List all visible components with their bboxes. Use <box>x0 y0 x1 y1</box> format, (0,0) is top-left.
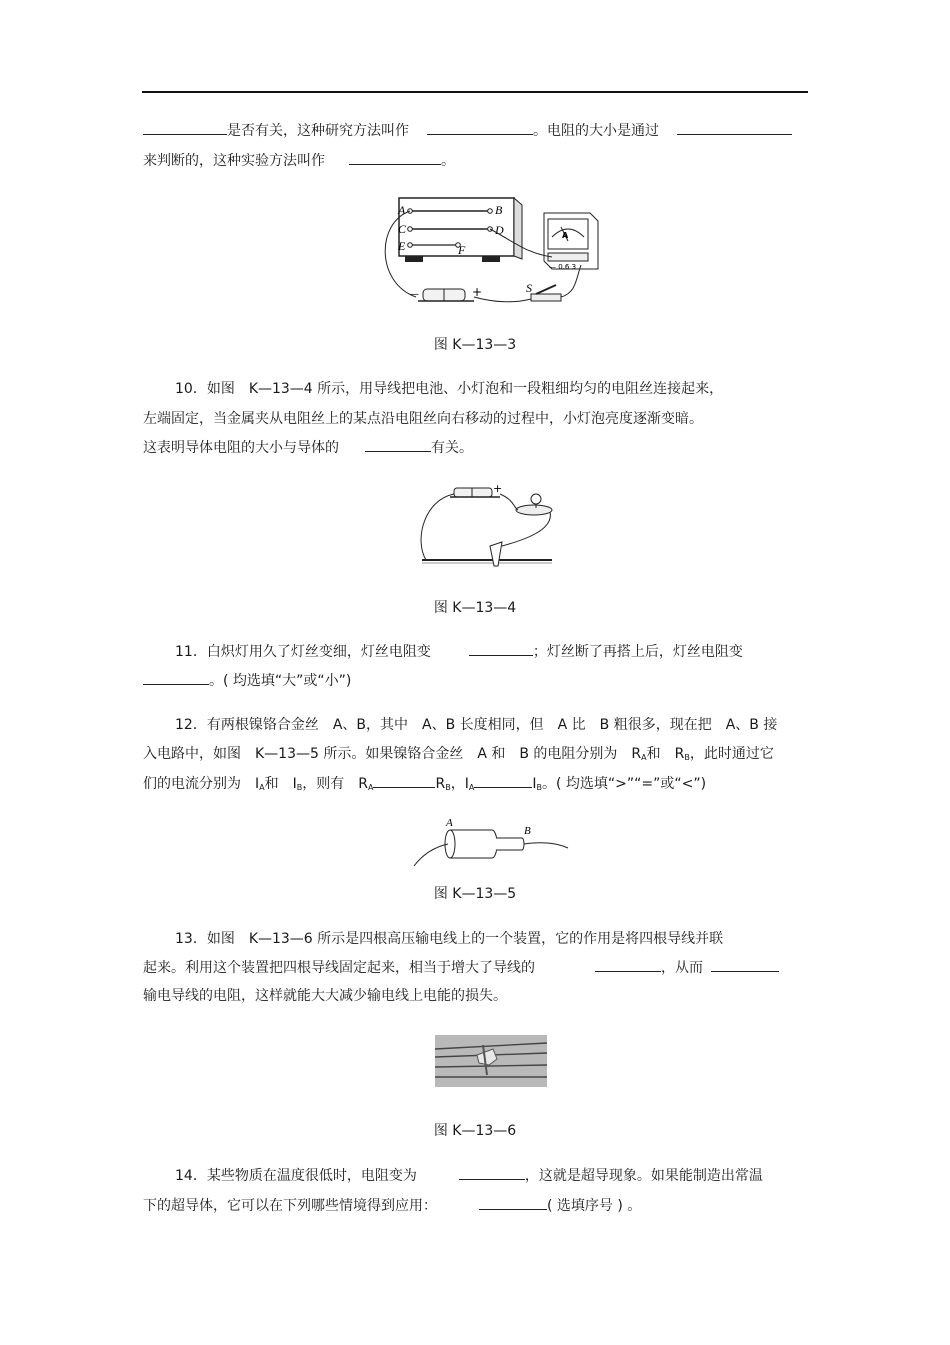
answer-blank[interactable] <box>474 773 532 788</box>
q10-line3: 这表明导体电阻的大小与导体的 有关。 <box>143 437 473 458</box>
answer-blank[interactable] <box>143 670 209 685</box>
header-rule <box>142 91 808 93</box>
ammeter-scale: — 0.6 3 <box>549 263 577 271</box>
answer-blank[interactable] <box>677 120 792 135</box>
figure-k13-3 <box>376 193 604 319</box>
battery-minus: — <box>409 289 419 300</box>
label-c: C <box>398 222 407 236</box>
figure-k13-6 <box>435 1035 547 1087</box>
switch-label: S <box>526 281 532 295</box>
label-b: B <box>495 203 503 217</box>
figure-k13-5 <box>410 814 572 870</box>
label-e: E <box>398 239 406 253</box>
answer-blank[interactable] <box>349 150 441 165</box>
figure-caption: 图 K—13—3 <box>433 337 517 353</box>
battery-plus: + <box>472 285 483 299</box>
label-f: F <box>458 243 466 257</box>
q11-line2: 。( 均选填“大”或“小”) <box>143 670 351 691</box>
figure-caption: 图 K—13—6 <box>433 1123 517 1139</box>
q12-line2: 入电路中，如图 K—13—5 所示。如果镍铬合金丝 A 和 B 的电阻分别为 $R_A$和 $R_B$，此时通过它 <box>143 746 774 762</box>
figure-k13-4 <box>414 480 560 568</box>
battery-plus: + <box>493 482 503 495</box>
answer-blank[interactable] <box>469 641 533 656</box>
q11-line1: 11．白炽灯用久了灯丝变细，灯丝电阻变 ；灯丝断了再搭上后，灯丝电阻变 <box>175 641 743 662</box>
answer-blank[interactable] <box>711 957 779 972</box>
answer-blank[interactable] <box>143 120 227 135</box>
q12-line3: 们的电流分别为 $I_A$和 $I_B$，则有 $R_A$ $R_B$，$I_A$ $I_B$。( 均选填“>”“=”或“<”) <box>143 773 706 798</box>
answer-blank[interactable] <box>427 120 533 135</box>
answer-blank[interactable] <box>595 957 661 972</box>
q9-line1: 是否有关，这种研究方法叫作 。电阻的大小是通过 <box>143 120 792 141</box>
q13-line3: 输电导线的电阻，这样就能大大减少输电线上电能的损失。 <box>143 988 507 1004</box>
figure-caption: 图 K—13—4 <box>433 600 517 616</box>
q10-line1: 10．如图 K—13—4 所示，用导线把电池、小灯泡和一段粗细均匀的电阻丝连接起来， <box>175 381 724 397</box>
q13-line2: 起来。利用这个装置把四根导线固定起来，相当于增大了导线的 ，从而 <box>143 957 779 978</box>
answer-blank[interactable] <box>373 773 435 788</box>
label-d: D <box>495 223 504 237</box>
q14-line1: 14．某些物质在温度很低时，电阻变为 ，这就是超导现象。如果能制造出常温 <box>175 1165 763 1186</box>
answer-blank[interactable] <box>459 1165 525 1180</box>
label-a: A <box>446 817 453 829</box>
answer-blank[interactable] <box>479 1195 547 1210</box>
label-b: B <box>524 825 531 837</box>
q13-line1: 13．如图 K—13—6 所示是四根高压输电线上的一个装置，它的作用是将四根导线并联 <box>175 931 724 947</box>
q14-line2: 下的超导体，它可以在下列哪些情境得到应用： ( 选填序号 ) 。 <box>143 1195 641 1216</box>
answer-blank[interactable] <box>365 437 431 452</box>
q10-line2: 左端固定，当金属夹从电阻丝上的某点沿电阻丝向右移动的过程中，小灯泡亮度逐渐变暗。 <box>143 411 703 427</box>
q9-line2: 来判断的，这种实验方法叫作 。 <box>143 150 455 171</box>
ammeter-label: A <box>562 231 569 240</box>
label-a: A <box>398 203 406 217</box>
figure-caption: 图 K—13—5 <box>433 886 517 902</box>
q12-line1: 12．有两根镍铬合金丝 A、B，其中 A、B 长度相同，但 A 比 B 粗很多，现在把 A、B 接 <box>175 717 778 733</box>
